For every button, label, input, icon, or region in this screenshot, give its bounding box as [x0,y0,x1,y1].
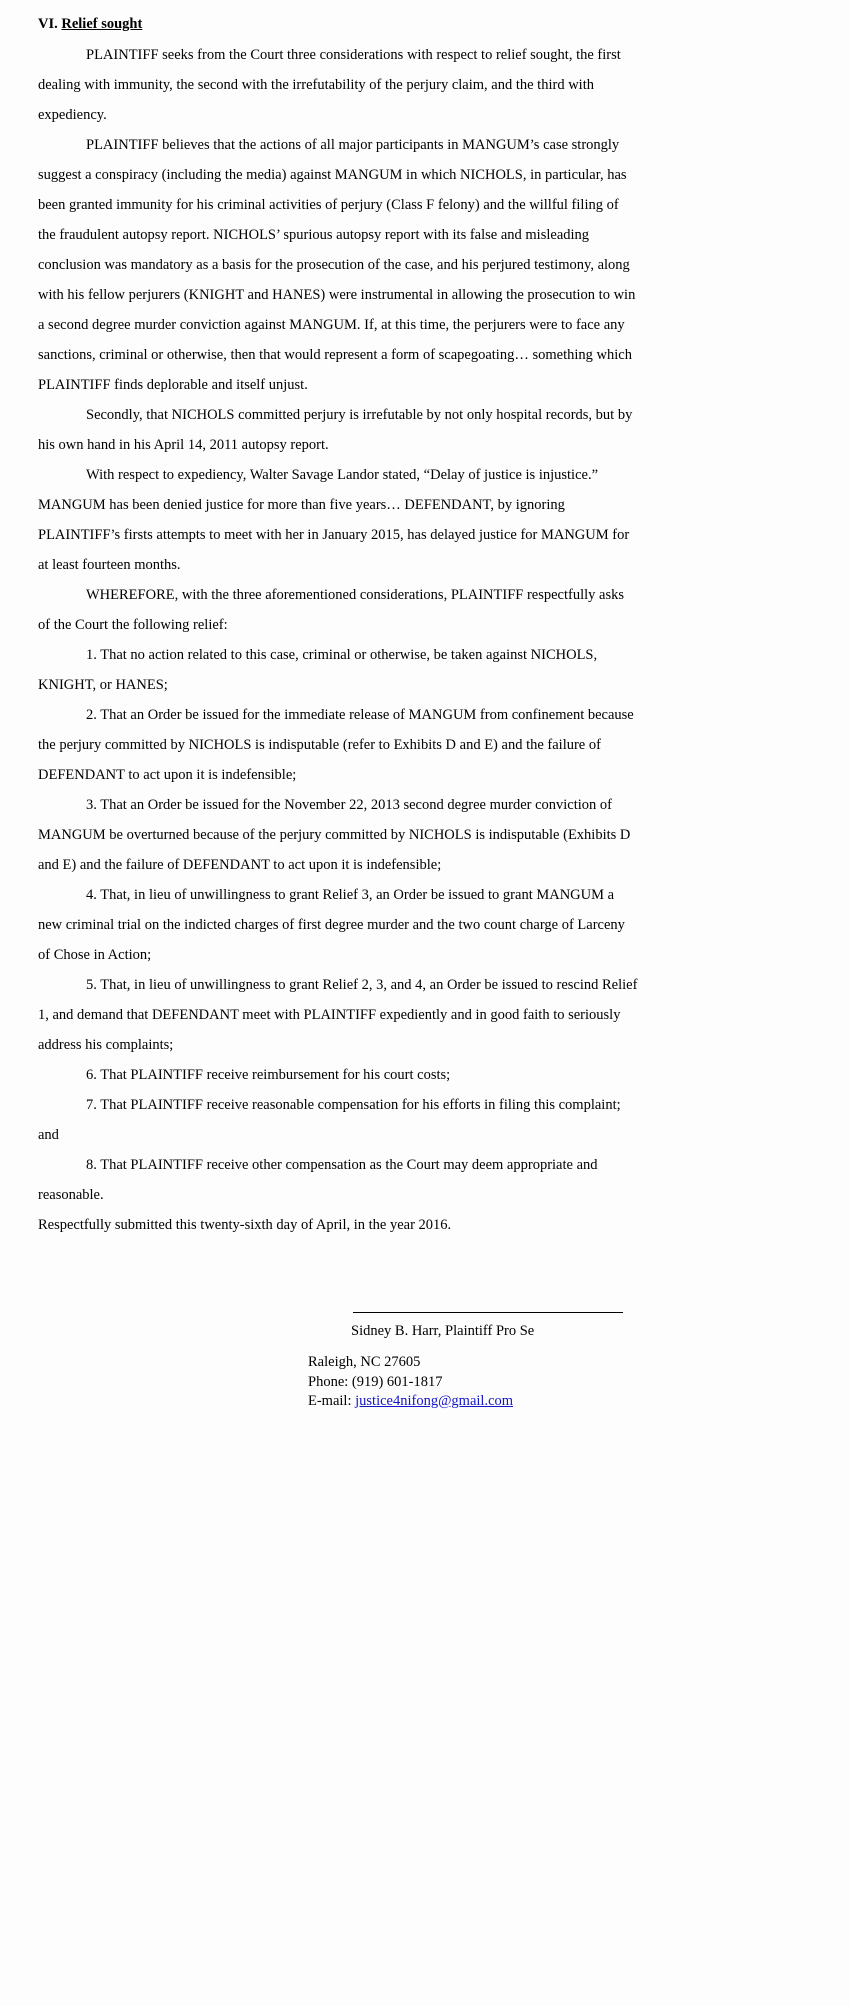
relief-item-6: 6. That PLAINTIFF receive reimbursement for his court costs; [86,1067,451,1084]
contact-info [308,1353,638,1411]
contact-address: Raleigh, NC 27605 [308,1354,421,1371]
relief-item-5: 5. That, in lieu of unwillingness to grant Relief 2, 3, and 4, an Order be issued to rescind Relief 1, and demand that DEFENDANT meet with PLAINTIFF expediently and in good faith to seriously address his complaints; [38,977,638,1054]
relief-item-2: 2. That an Order be issued for the immediate release of MANGUM from confinement because the perjury committed by NICHOLS is indisputable (refer to Exhibits D and E) and the failure of DEFENDANT to act upon it is indefensible; [38,707,634,784]
section-heading [38,14,638,34]
paragraph-3: Secondly, that NICHOLS committed perjury is irrefutable by not only hospital records, but by his own hand in his April 14, 2011 autopsy report. [38,407,633,454]
paragraph-2: PLAINTIFF believes that the actions of all major participants in MANGUM’s case strongly suggest a conspiracy (including the media) against MANGUM in which NICHOLS, in particular, has been granted immunity for his criminal activities of perjury (Class F felony) and the willful filing of the fraudulent autopsy report. NICHOLS’ spurious autopsy report with its false and misleading conclusion was mandatory as a basis for the prosecution of the case, and his perjured testimony, along with his fellow perjurers (KNIGHT and HANES) were instrumental in allowing the prosecution to win a second degree murder conviction against MANGUM. If, at this time, the perjurers were to face any sanctions, criminal or otherwise, then that would represent a form of scapegoating… something which PLAINTIFF finds deplorable and itself unjust. [38,137,636,394]
relief-item-3: 3. That an Order be issued for the November 22, 2013 second degree murder conviction of MANGUM be overturned because of the perjury committed by NICHOLS is indisputable (Exhibits D and E) and the failure of DEFENDANT to act upon it is indefensible; [38,797,631,874]
section-title: Relief sought [61,16,143,32]
paragraph-5: WHEREFORE, with the three aforementioned considerations, PLAINTIFF respectfully asks of the Court the following relief: [38,587,624,634]
relief-item-8: 8. That PLAINTIFF receive other compensation as the Court may deem appropriate and reasonable. [38,1157,598,1204]
paragraph-4: With respect to expediency, Walter Savage Landor stated, “Delay of justice is injustice.” MANGUM has been denied justice for more than five years… DEFENDANT, by ignoring PLAINTIFF’s firsts attempts to meet with her in January 2015, has delayed justice for MANGUM for at least fourteen months. [38,467,630,574]
email-link[interactable]: justice4nifong@gmail.com [355,1393,514,1410]
contact-phone: Phone: (919) 601-1817 [308,1373,443,1390]
relief-item-1: 1. That no action related to this case, criminal or otherwise, be taken against NICHOLS, KNIGHT, or HANES; [38,647,598,694]
section-number: VI. [38,16,58,32]
signature-rule [353,1312,623,1313]
relief-item-7: 7. That PLAINTIFF receive reasonable compensation for his efforts in filing this complaint; and [38,1097,621,1144]
document-body [38,14,638,1411]
contact-email-line [308,1392,638,1411]
relief-item-4: 4. That, in lieu of unwillingness to grant Relief 3, an Order be issued to grant MANGUM a new criminal trial on the indicted charges of first degree murder and the two count charge of Larceny of Chose in Action; [38,887,625,964]
signature-block [38,1312,638,1411]
closing-statement: Respectfully submitted this twenty-sixth day of April, in the year 2016. [38,1217,452,1234]
signatory-name: Sidney B. Harr, Plaintiff Pro Se [351,1323,535,1340]
email-label: E-mail: [308,1393,356,1410]
paragraph-1: PLAINTIFF seeks from the Court three considerations with respect to relief sought, the first dealing with immunity, the second with the irrefutability of the perjury claim, and the third with expediency. [38,47,621,124]
